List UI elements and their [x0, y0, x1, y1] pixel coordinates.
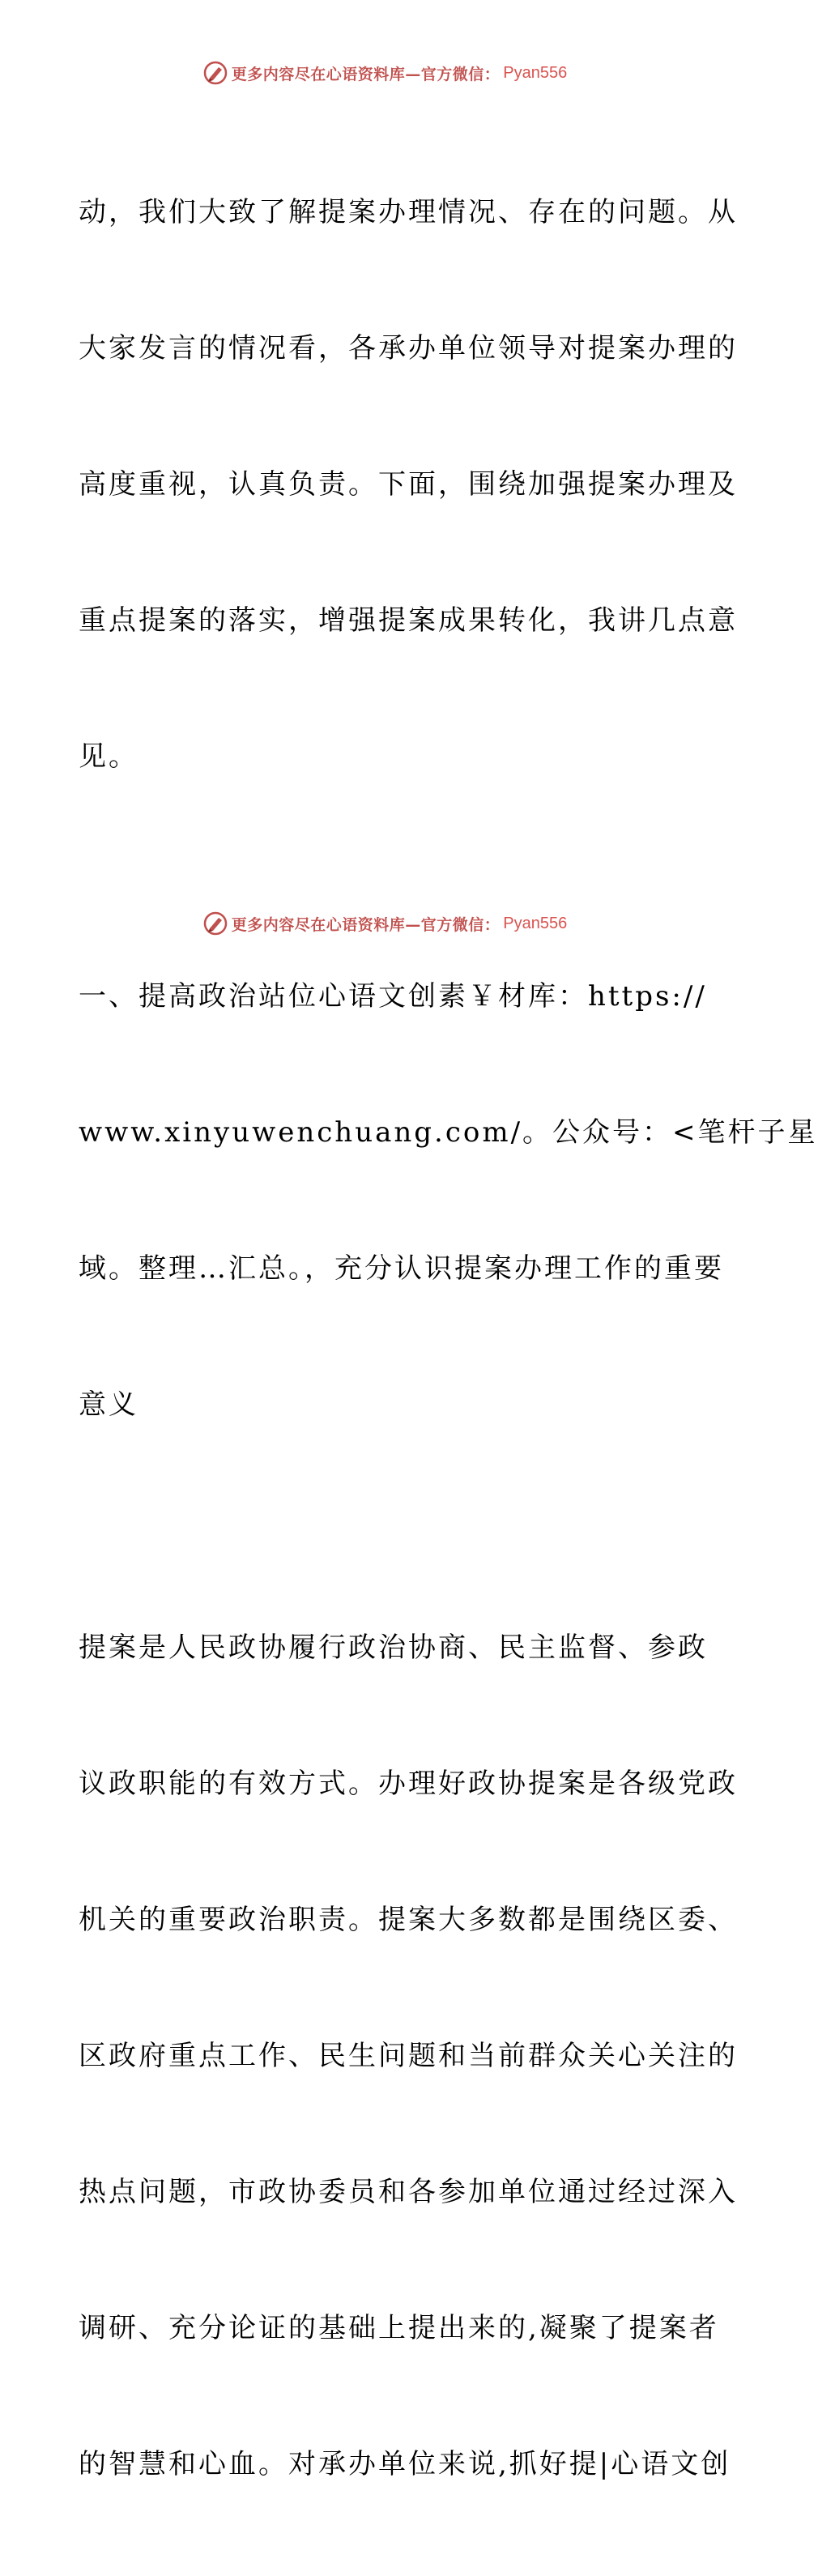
text-line: 调研、充分论证的基础上提出来的,凝聚了提案者 [79, 2312, 719, 2344]
wechat-id: Pyan556 [503, 63, 568, 82]
banner-text: 更多内容尽在心语资料库—官方微信： [231, 915, 501, 934]
text-line: 见。 [79, 740, 138, 773]
text-line: 意义 [79, 1388, 138, 1421]
text-line: 重点提案的落实，增强提案成果转化，我讲几点意 [79, 604, 738, 637]
text-line: 机关的重要政治职责。提案大多数都是围绕区委、 [79, 1904, 738, 1936]
text-line: www.xinyuwenchuang.com/。公众号：<笔杆子星 [79, 1116, 818, 1149]
paragraph-3 [79, 1536, 738, 2576]
wechat-id: Pyan556 [503, 914, 568, 932]
pen-logo-icon [202, 911, 228, 936]
text-line: 一、提高政治站位心语文创素￥材库：https:// [79, 980, 707, 1013]
header-banner [0, 57, 769, 89]
banner-text: 更多内容尽在心语资料库—官方微信： [231, 65, 501, 83]
text-line: 大家发言的情况看，各承办单位领导对提案办理的 [79, 332, 738, 365]
text-line: 区政府重点工作、民生问题和当前群众关心关注的 [79, 2040, 738, 2072]
section-heading-1 [79, 885, 818, 1516]
document-body [79, 100, 818, 2576]
text-line: 域。整理…汇总。，充分认识提案办理工作的重要 [79, 1252, 724, 1285]
paragraph-1 [79, 100, 738, 868]
text-line: 动，我们大致了解提案办理情况、存在的问题。从 [79, 196, 738, 228]
text-line: 提案是人民政协履行政治协商、民主监督、参政 [79, 1631, 708, 1664]
pen-logo-icon [202, 60, 228, 86]
text-line: 高度重视，认真负责。下面，围绕加强提案办理及 [79, 468, 738, 501]
footer-banner [0, 907, 769, 940]
text-line: 议政职能的有效方式。办理好政协提案是各级党政 [79, 1768, 738, 1800]
text-line: 的智慧和心血。对承办单位来说,抓好提|心语文创 [79, 2448, 731, 2480]
text-line: 热点问题，市政协委员和各参加单位通过经过深入 [79, 2176, 738, 2208]
